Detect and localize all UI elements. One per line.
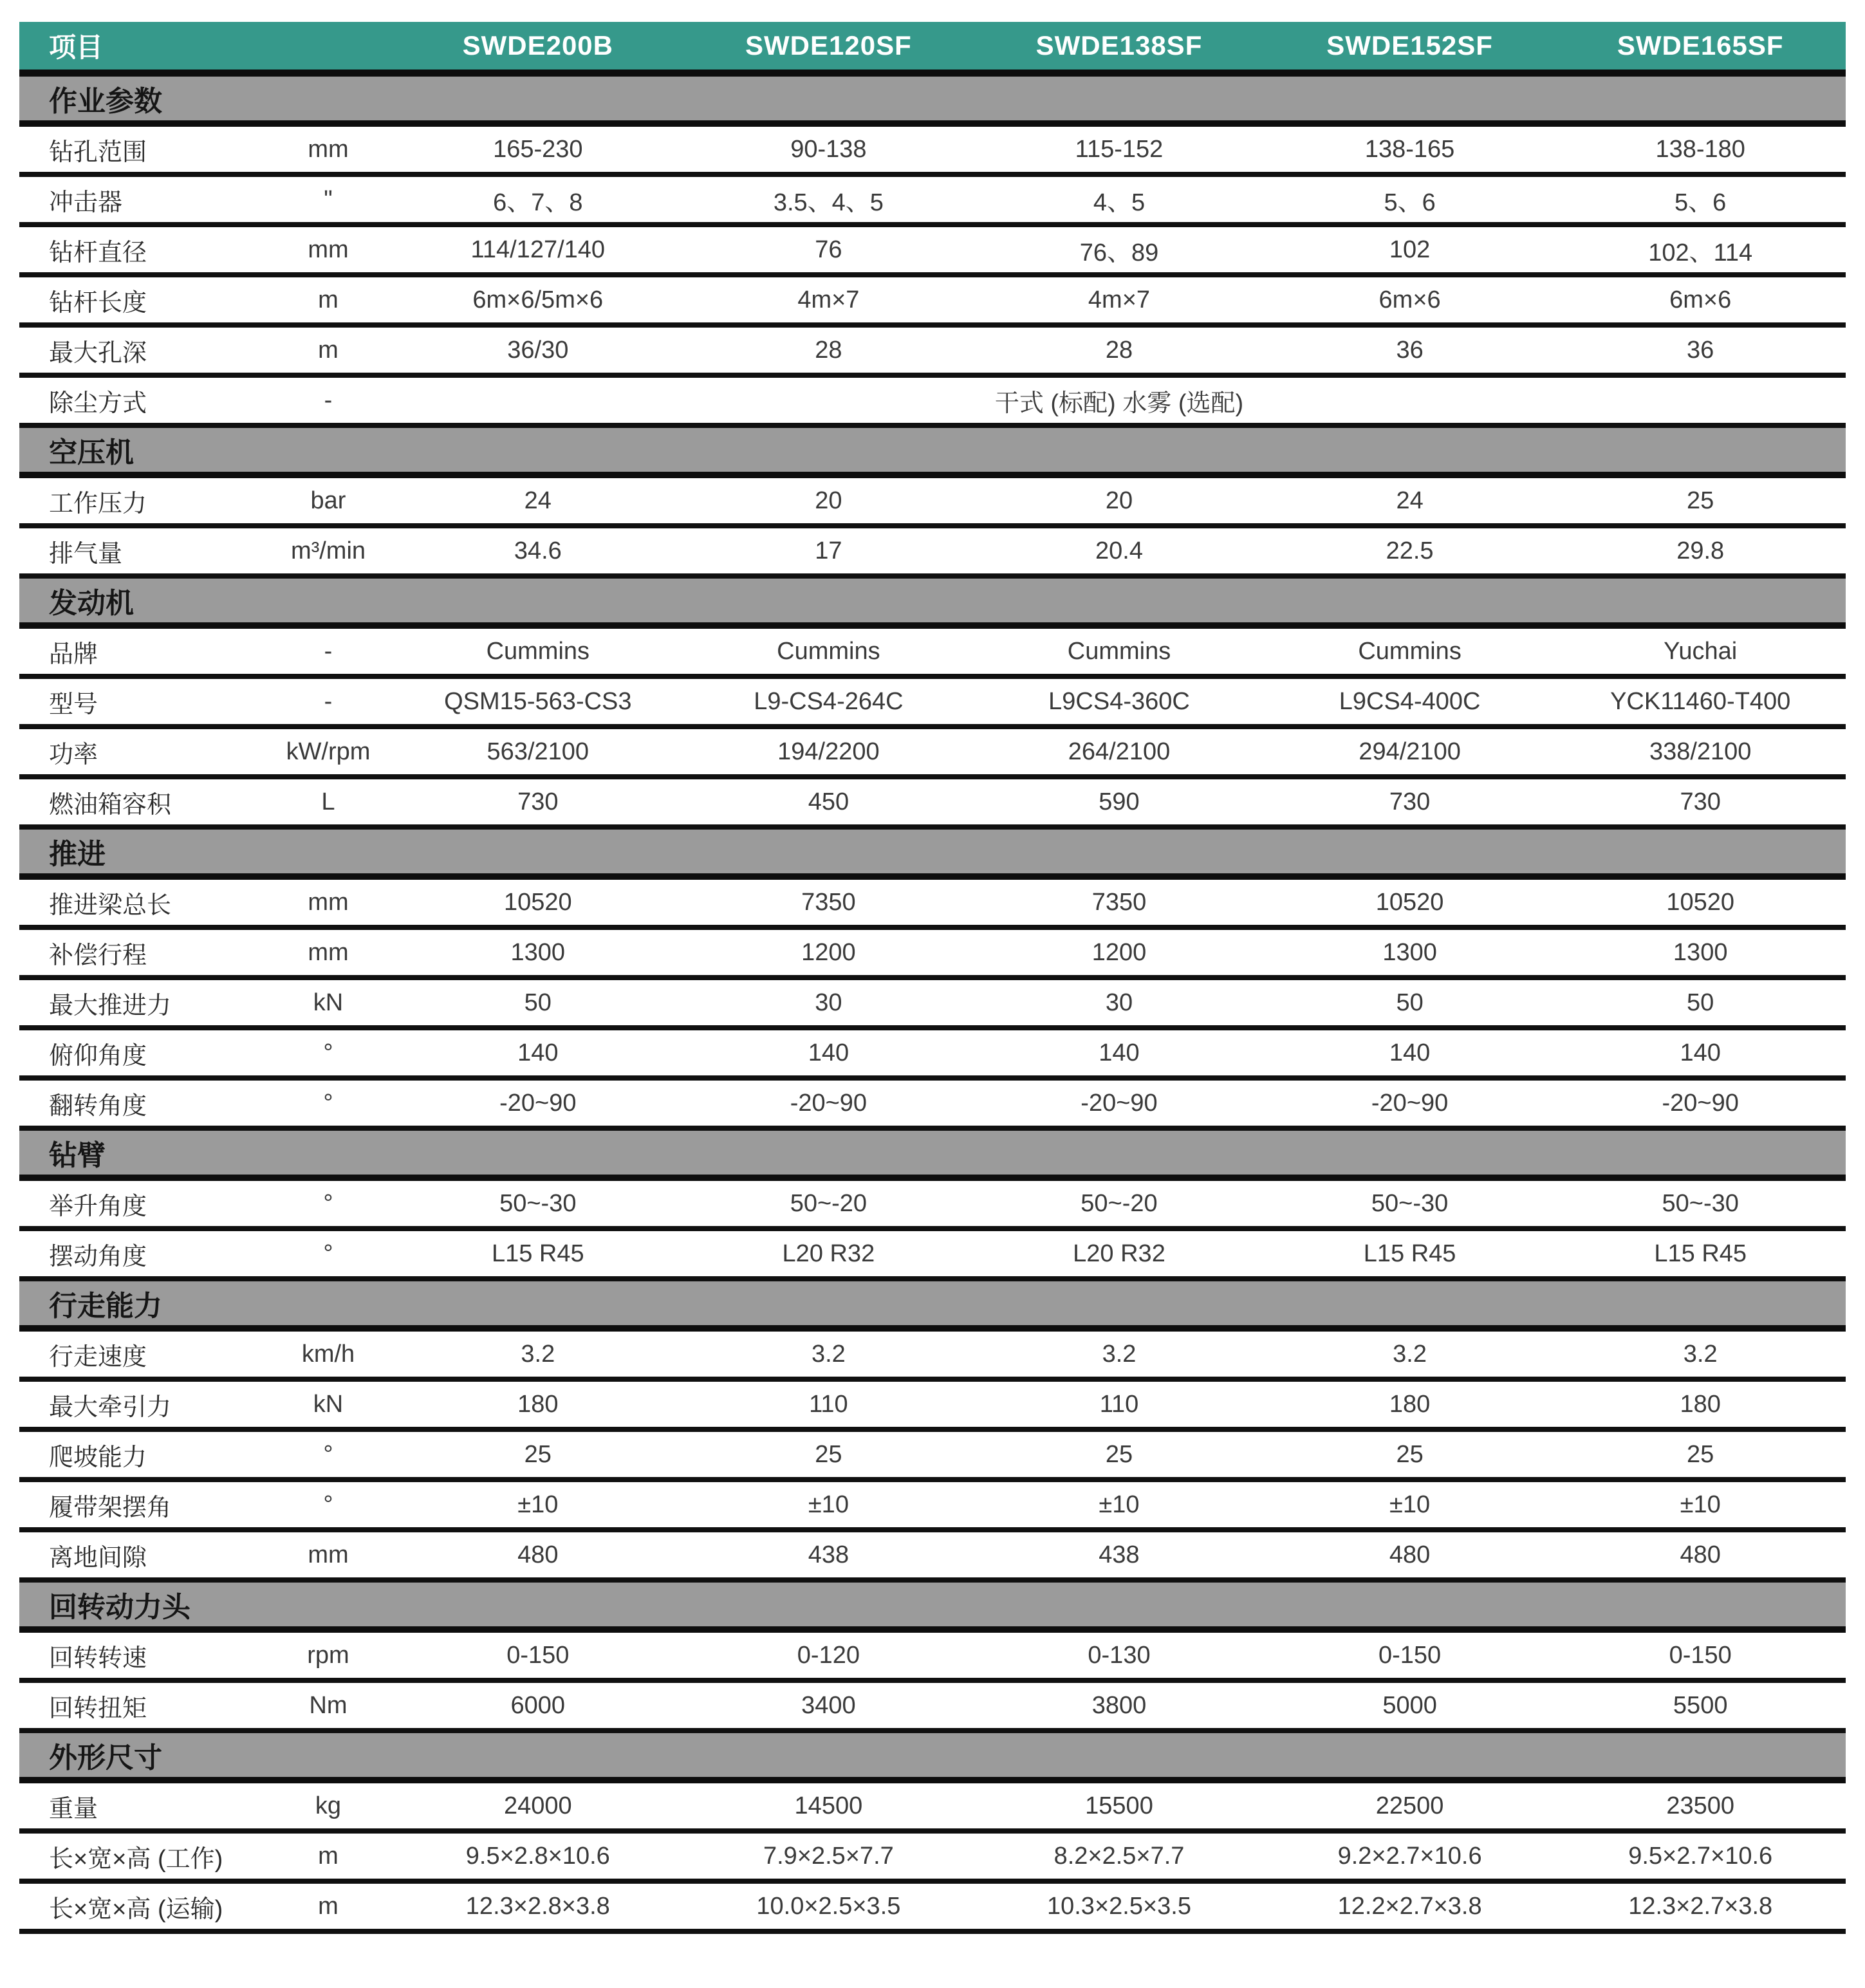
- row-value: 6、7、8: [493, 189, 583, 216]
- row-value: 438: [808, 1541, 849, 1568]
- row-value: 20: [815, 487, 842, 514]
- row-value: 338/2100: [1649, 738, 1752, 765]
- row-label: 离地间隙: [49, 1544, 147, 1572]
- row-value: 10.0×2.5×3.5: [756, 1892, 901, 1920]
- row-value: 9.2×2.7×10.6: [1337, 1842, 1482, 1870]
- row-value: 115-152: [1075, 135, 1164, 163]
- row-value: 730: [517, 788, 559, 815]
- row-label: 摆动角度: [49, 1243, 147, 1270]
- row-value: L15 R45: [491, 1240, 584, 1267]
- row-unit: mm: [308, 1541, 349, 1568]
- row-unit: m: [318, 1842, 339, 1870]
- row-value: L9CS4-400C: [1339, 687, 1481, 715]
- section-header: 回转动力头: [19, 1583, 1846, 1633]
- row-unit: °: [323, 1039, 333, 1066]
- spec-row: [19, 277, 1846, 328]
- row-unit: m³/min: [290, 537, 366, 564]
- row-value: 590: [1099, 788, 1140, 815]
- row-unit: kg: [315, 1792, 342, 1819]
- row-value: 28: [1105, 336, 1133, 364]
- row-value: 563/2100: [487, 738, 589, 765]
- row-unit: kN: [313, 1390, 344, 1418]
- row-value: 480: [1389, 1541, 1431, 1568]
- row-unit: kW/rpm: [286, 738, 371, 765]
- row-value: Cummins: [1358, 637, 1461, 665]
- row-value: 6m×6/5m×6: [472, 286, 604, 313]
- row-value: 3.2: [811, 1340, 846, 1368]
- row-value: 1200: [801, 938, 856, 966]
- row-label: 重量: [49, 1795, 98, 1823]
- spec-row: [19, 478, 1846, 528]
- spec-row: [19, 1432, 1846, 1482]
- row-value: 25: [1687, 487, 1714, 514]
- row-value: 12.3×2.8×3.8: [465, 1892, 610, 1920]
- spec-row: [19, 679, 1846, 729]
- row-value: YCK11460-T400: [1610, 687, 1791, 715]
- spec-row: [19, 729, 1846, 779]
- row-value: 36/30: [507, 336, 569, 364]
- row-value: 20.4: [1095, 537, 1143, 564]
- row-unit: °: [323, 1240, 333, 1267]
- spec-row: [19, 1884, 1846, 1934]
- row-value: 6m×6: [1378, 286, 1441, 313]
- row-value: 9.5×2.8×10.6: [465, 1842, 610, 1870]
- row-value: 29.8: [1676, 537, 1725, 564]
- row-value: 5、6: [1675, 189, 1727, 216]
- row-value: L9CS4-360C: [1048, 687, 1190, 715]
- column-header-model-4: SWDE152SF: [1326, 30, 1493, 60]
- row-value: 50~-20: [1081, 1189, 1158, 1217]
- row-value: 7350: [1091, 888, 1147, 916]
- row-value: 5500: [1673, 1691, 1728, 1719]
- row-value: 110: [809, 1390, 848, 1418]
- row-value: 1300: [1673, 938, 1728, 966]
- row-value: ±10: [1099, 1491, 1140, 1518]
- row-value: 730: [1389, 788, 1431, 815]
- row-label: 回转转速: [49, 1644, 147, 1672]
- row-value: 50: [524, 989, 552, 1016]
- row-label: 最大孔深: [49, 339, 147, 367]
- row-value: 14500: [794, 1792, 863, 1819]
- spec-row: [19, 1382, 1846, 1432]
- row-value: QSM15-563-CS3: [444, 687, 632, 715]
- row-value: 5、6: [1384, 189, 1436, 216]
- row-unit: bar: [310, 487, 346, 514]
- row-unit: mm: [308, 236, 349, 263]
- row-label: 举升角度: [49, 1193, 147, 1220]
- row-value: 50: [1396, 989, 1424, 1016]
- spec-table: [19, 22, 1846, 1934]
- column-header-model-1: SWDE200B: [462, 30, 613, 60]
- row-value: Cummins: [1067, 637, 1171, 665]
- row-label: 燃油箱容积: [49, 791, 172, 819]
- row-label: 排气量: [49, 540, 123, 568]
- row-value: 0-150: [1669, 1641, 1732, 1669]
- row-unit: m: [318, 336, 339, 364]
- row-value: -20~90: [1081, 1089, 1158, 1117]
- row-value: 438: [1099, 1541, 1140, 1568]
- spec-row: [19, 1030, 1846, 1081]
- row-value: 24: [1396, 487, 1424, 514]
- row-value: 24000: [503, 1792, 572, 1819]
- row-value: 110: [1099, 1390, 1139, 1418]
- row-value: 180: [517, 1390, 559, 1418]
- row-value: -20~90: [790, 1089, 868, 1117]
- row-value: L15 R45: [1363, 1240, 1456, 1267]
- row-unit: m: [318, 1892, 339, 1920]
- row-label: 回转扭矩: [49, 1695, 147, 1722]
- row-value: 0-150: [1378, 1641, 1442, 1669]
- row-value: ±10: [1680, 1491, 1721, 1518]
- section-header: 作业参数: [19, 77, 1846, 127]
- row-value: 30: [1105, 989, 1133, 1016]
- spec-row: [19, 227, 1846, 277]
- spec-row: [19, 1683, 1846, 1733]
- row-unit: °: [323, 1189, 333, 1217]
- row-value: L20 R32: [1073, 1240, 1165, 1267]
- row-value: 10520: [1666, 888, 1735, 916]
- row-label: 长×宽×高 (运输): [49, 1895, 223, 1923]
- row-value: -20~90: [1662, 1089, 1739, 1117]
- row-value: 3.5、4、5: [773, 189, 884, 216]
- row-value: 10520: [503, 888, 572, 916]
- row-label: 钻杆直径: [49, 239, 147, 266]
- spec-row: [19, 328, 1846, 378]
- section-header: 推进: [19, 830, 1846, 880]
- spec-row: [19, 930, 1846, 980]
- row-value: 34.6: [514, 537, 562, 564]
- row-value: 1200: [1091, 938, 1147, 966]
- row-value: 194/2200: [777, 738, 880, 765]
- row-value: 0-120: [797, 1641, 860, 1669]
- row-value: 10520: [1375, 888, 1444, 916]
- spec-row: [19, 779, 1846, 830]
- row-value: 12.3×2.7×3.8: [1628, 1892, 1773, 1920]
- spec-row: [19, 880, 1846, 930]
- row-value: 22.5: [1386, 537, 1434, 564]
- row-unit: °: [323, 1491, 333, 1518]
- row-value: 180: [1389, 1390, 1431, 1418]
- row-value: 23500: [1666, 1792, 1735, 1819]
- row-value: 17: [815, 537, 842, 564]
- row-unit: m: [318, 286, 339, 313]
- row-value: Cummins: [777, 637, 880, 665]
- spec-row: [19, 1482, 1846, 1532]
- table-body: [19, 77, 1846, 1934]
- row-value: L20 R32: [782, 1240, 875, 1267]
- row-value: ±10: [808, 1491, 849, 1518]
- row-value: 0-130: [1088, 1641, 1151, 1669]
- row-value: 22500: [1375, 1792, 1444, 1819]
- column-header-item: 项目: [49, 32, 104, 62]
- row-label: 最大推进力: [49, 992, 172, 1019]
- row-label: 钻孔范围: [49, 138, 147, 166]
- row-value: 76: [815, 236, 842, 263]
- row-value: 3.2: [1683, 1340, 1718, 1368]
- row-value: 3.2: [1393, 1340, 1427, 1368]
- row-value: 20: [1105, 487, 1133, 514]
- row-value: 50~-30: [1371, 1189, 1449, 1217]
- row-label: 俯仰角度: [49, 1042, 147, 1070]
- column-header-model-2: SWDE120SF: [745, 30, 912, 60]
- row-value: ±10: [517, 1491, 559, 1518]
- row-value: 24: [524, 487, 552, 514]
- row-value: 4m×7: [1088, 286, 1151, 313]
- row-value: 25: [1396, 1440, 1424, 1468]
- row-value: -20~90: [499, 1089, 577, 1117]
- spec-row: [19, 1081, 1846, 1131]
- row-value: 25: [1105, 1440, 1133, 1468]
- row-unit: mm: [308, 135, 349, 163]
- section-header: 空压机: [19, 428, 1846, 478]
- row-unit: mm: [308, 888, 349, 916]
- row-unit: mm: [308, 938, 349, 966]
- row-value: 50~-30: [499, 1189, 577, 1217]
- row-value: L9-CS4-264C: [754, 687, 904, 715]
- row-value: 3.2: [521, 1340, 555, 1368]
- row-unit: L: [321, 788, 335, 815]
- row-label: 最大牵引力: [49, 1393, 172, 1421]
- row-value: 36: [1396, 336, 1424, 364]
- row-value: 50~-30: [1662, 1189, 1739, 1217]
- row-value: 114/127/140: [470, 236, 606, 263]
- row-label: 工作压力: [49, 490, 147, 517]
- row-value: 30: [815, 989, 842, 1016]
- row-unit: -: [324, 637, 333, 665]
- row-label: 补偿行程: [49, 942, 147, 969]
- row-value: 264/2100: [1068, 738, 1171, 765]
- row-value-span: 干式 (标配) 水雾 (选配): [994, 389, 1244, 417]
- spec-row: [19, 1231, 1846, 1281]
- row-value: 28: [815, 336, 842, 364]
- row-value: 165-230: [493, 135, 583, 163]
- row-value: ±10: [1389, 1491, 1431, 1518]
- row-value: 6m×6: [1669, 286, 1732, 313]
- row-value: 140: [808, 1039, 849, 1066]
- row-value: 480: [517, 1541, 559, 1568]
- row-value: 76、89: [1079, 239, 1159, 266]
- row-value: 138-180: [1655, 135, 1745, 163]
- spec-row: [19, 528, 1846, 579]
- row-label: 推进梁总长: [49, 891, 172, 919]
- row-value: 50~-20: [790, 1189, 868, 1217]
- row-value: 25: [815, 1440, 842, 1468]
- row-value: 50: [1687, 989, 1714, 1016]
- row-value: 10.3×2.5×3.5: [1046, 1892, 1191, 1920]
- row-unit: Nm: [309, 1691, 348, 1719]
- spec-row: [19, 1783, 1846, 1834]
- row-unit: ": [324, 185, 333, 213]
- row-value: 8.2×2.5×7.7: [1053, 1842, 1185, 1870]
- row-label: 行走速度: [49, 1343, 147, 1371]
- section-header: 行走能力: [19, 1281, 1846, 1332]
- row-value: 730: [1680, 788, 1721, 815]
- row-value: 450: [808, 788, 849, 815]
- row-unit: kN: [313, 989, 344, 1016]
- row-value: 7.9×2.5×7.7: [763, 1842, 894, 1870]
- row-value: 102、114: [1648, 239, 1753, 266]
- spec-row: [19, 1181, 1846, 1231]
- row-label: 钻杆长度: [49, 289, 147, 317]
- row-value: L15 R45: [1654, 1240, 1747, 1267]
- spec-row: [19, 378, 1846, 428]
- row-value: 140: [1680, 1039, 1721, 1066]
- row-label: 功率: [49, 741, 98, 768]
- row-value: 36: [1687, 336, 1714, 364]
- spec-row: [19, 1532, 1846, 1583]
- section-header: 外形尺寸: [19, 1733, 1846, 1783]
- row-value: 1300: [510, 938, 566, 966]
- row-unit: km/h: [301, 1340, 355, 1368]
- row-value: Yuchai: [1664, 637, 1738, 665]
- row-value: 294/2100: [1359, 738, 1461, 765]
- row-value: -20~90: [1371, 1089, 1449, 1117]
- spec-row: [19, 1633, 1846, 1683]
- row-value: 3800: [1091, 1691, 1147, 1719]
- row-value: 25: [524, 1440, 552, 1468]
- spec-row: [19, 127, 1846, 177]
- spec-row: [19, 177, 1846, 227]
- row-unit: rpm: [307, 1641, 349, 1669]
- row-value: 1300: [1382, 938, 1437, 966]
- column-header-model-3: SWDE138SF: [1035, 30, 1203, 60]
- row-value: 25: [1687, 1440, 1714, 1468]
- table-header-row: [19, 22, 1846, 77]
- row-unit: -: [324, 386, 333, 414]
- row-unit: °: [323, 1089, 333, 1117]
- row-value: 3.2: [1102, 1340, 1137, 1368]
- column-header-model-5: SWDE165SF: [1617, 30, 1784, 60]
- row-label: 除尘方式: [49, 389, 147, 417]
- spec-row: [19, 1834, 1846, 1884]
- spec-row: [19, 980, 1846, 1030]
- row-value: 5000: [1382, 1691, 1437, 1719]
- row-value: 140: [1389, 1039, 1431, 1066]
- row-value: 140: [1099, 1039, 1140, 1066]
- row-label: 型号: [49, 691, 98, 718]
- row-value: 138-165: [1364, 135, 1455, 163]
- row-label: 翻转角度: [49, 1092, 147, 1120]
- row-value: 90-138: [790, 135, 867, 163]
- row-value: 15500: [1085, 1792, 1153, 1819]
- row-unit: -: [324, 687, 333, 715]
- row-value: 180: [1680, 1390, 1721, 1418]
- row-label: 履带架摆角: [49, 1494, 172, 1521]
- row-label: 爬坡能力: [49, 1444, 147, 1471]
- row-value: 6000: [510, 1691, 566, 1719]
- row-value: 4、5: [1093, 189, 1146, 216]
- spec-row: [19, 1332, 1846, 1382]
- row-unit: °: [323, 1440, 333, 1468]
- row-value: 7350: [801, 888, 856, 916]
- row-value: 3400: [801, 1691, 856, 1719]
- row-value: 0-150: [506, 1641, 570, 1669]
- row-label: 冲击器: [49, 189, 123, 216]
- row-value: 4m×7: [797, 286, 860, 313]
- row-label: 长×宽×高 (工作): [49, 1845, 223, 1873]
- row-value: 9.5×2.7×10.6: [1628, 1842, 1773, 1870]
- row-value: 102: [1389, 236, 1431, 263]
- section-header: 钻臂: [19, 1131, 1846, 1181]
- section-header: 发动机: [19, 579, 1846, 629]
- row-label: 品牌: [49, 640, 98, 668]
- row-value: 12.2×2.7×3.8: [1337, 1892, 1482, 1920]
- row-value: 140: [517, 1039, 559, 1066]
- row-value: 480: [1680, 1541, 1721, 1568]
- row-value: Cummins: [486, 637, 590, 665]
- spec-row: [19, 629, 1846, 679]
